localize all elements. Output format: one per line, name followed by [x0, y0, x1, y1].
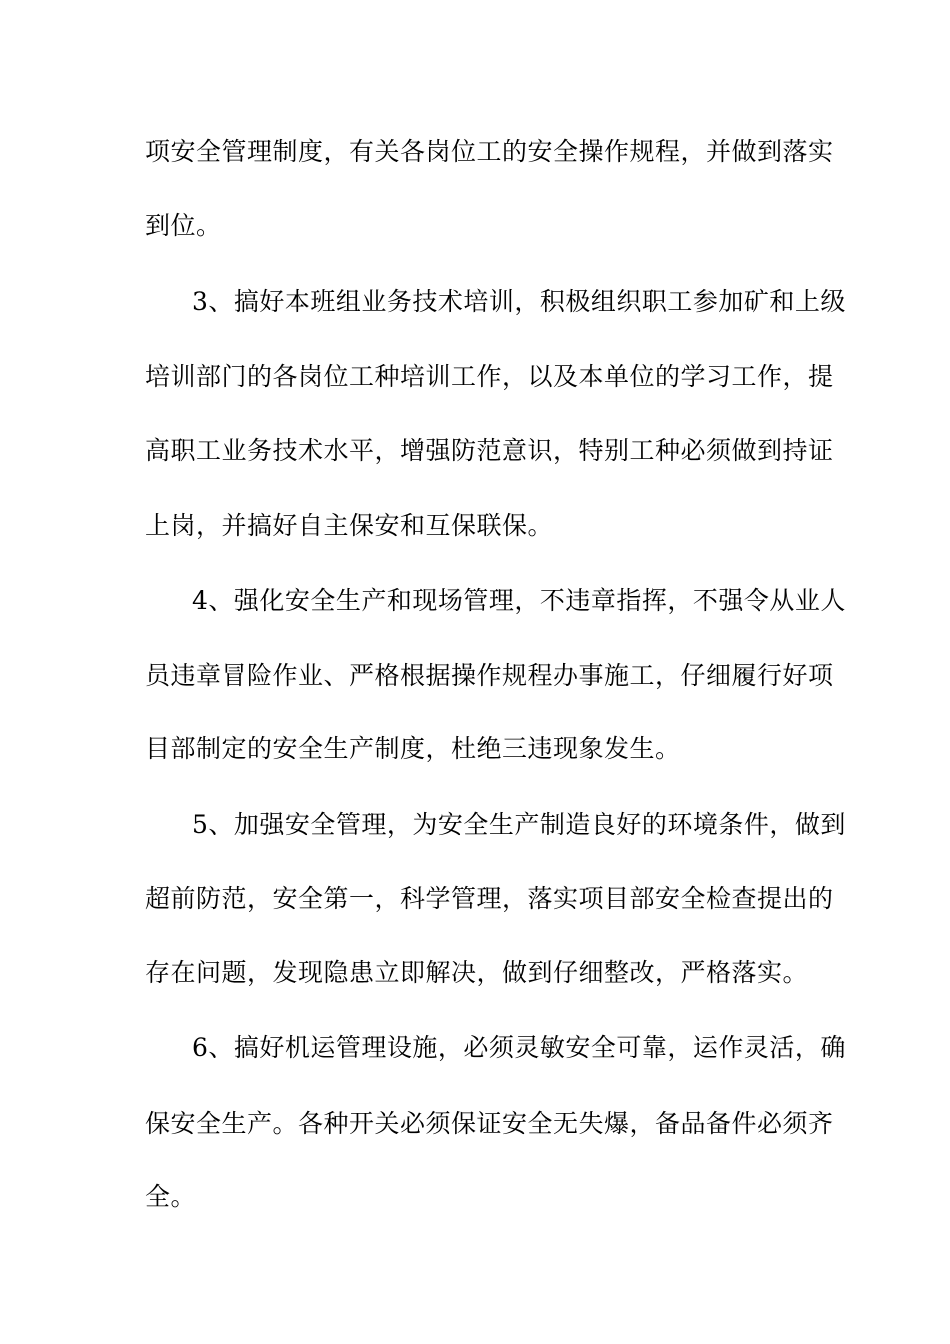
paragraph-line: 员违章冒险作业、严格根据操作规程办事施工，仔细履行好项 — [145, 661, 834, 690]
paragraph-line: 目部制定的安全生产制度，杜绝三违现象发生。 — [145, 734, 681, 763]
paragraph-line: 项安全管理制度，有关各岗位工的安全操作规程，并做到落实 — [145, 137, 834, 166]
paragraph-line: 6、搞好机运管理设施，必须灵敏安全可靠，运作灵活，确 — [192, 1033, 846, 1062]
paragraph-line: 3、搞好本班组业务技术培训，积极组织职工参加矿和上级 — [192, 287, 846, 316]
paragraph-line: 培训部门的各岗位工种培训工作，以及本单位的学习工作，提 — [145, 362, 834, 391]
paragraph-line: 5、加强安全管理，为安全生产制造良好的环境条件，做到 — [192, 810, 846, 839]
paragraph-line: 高职工业务技术水平，增强防范意识，特别工种必须做到持证 — [145, 436, 834, 465]
paragraph-line: 全。 — [145, 1182, 197, 1211]
paragraph-line: 存在问题，发现隐患立即解决，做到仔细整改，严格落实。 — [145, 958, 809, 987]
paragraph-line: 到位。 — [145, 211, 222, 240]
paragraph-line: 保安全生产。各种开关必须保证安全无失爆，备品备件必须齐 — [145, 1109, 834, 1138]
paragraph-line: 上岗，并搞好自主保安和互保联保。 — [145, 511, 554, 540]
paragraph-line: 4、强化安全生产和现场管理，不违章指挥，不强令从业人 — [192, 586, 846, 615]
paragraph-line: 超前防范，安全第一，科学管理，落实项目部安全检查提出的 — [145, 884, 834, 913]
